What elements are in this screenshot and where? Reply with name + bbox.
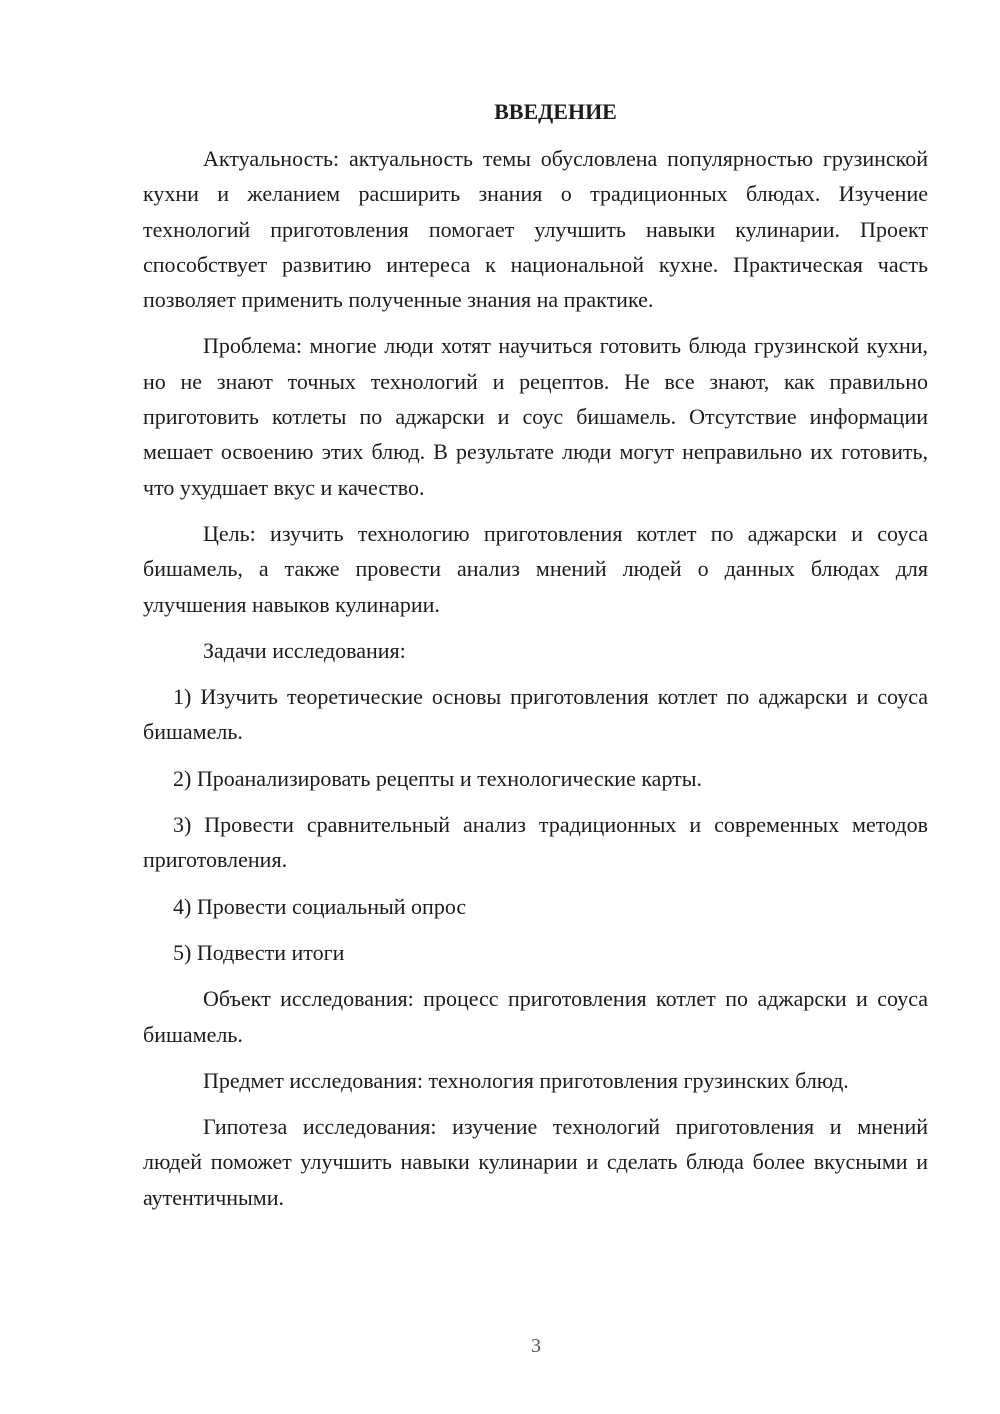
- problem-paragraph: Проблема: многие люди хотят научиться готовить блюда грузинской кухни, но не знают точных технологий и рецептов. Не все знают, как правильно приготовить котлеты по аджарски и соус бишамель. Отсутствие информации мешает освоению этих блюд. В результате люди могут неправильно их готовить, что ухудшает вкус и качество.: [143, 333, 928, 500]
- task-item: 2) Проанализировать рецепты и технологические карты.: [173, 765, 703, 791]
- section-heading: ВВЕДЕНИЕ: [494, 99, 617, 124]
- object-paragraph: Объект исследования: процесс приготовления котлет по аджарски и соуса бишамель.: [143, 986, 928, 1047]
- subject-paragraph: Предмет исследования: технология приготовления грузинских блюд.: [203, 1067, 849, 1093]
- tasks-heading: Задачи исследования:: [203, 637, 406, 663]
- hypothesis-paragraph: Гипотеза исследования: изучение технологий приготовления и мнений людей поможет улучшить навыки кулинарии и сделать блюда более вкусными и аутентичными.: [143, 1114, 928, 1210]
- page-content: [143, 94, 928, 1226]
- relevance-paragraph: Актуальность: актуальность темы обусловлена популярностью грузинской кухни и желанием расширить знания о традиционных блюдах. Изучение технологий приготовления помогает улучшить навыки кулинарии. Проект способствует развитию интереса к национальной кухне. Практическая часть позволяет применить полученные знания на практике.: [143, 146, 928, 313]
- page-number: 3: [531, 1335, 541, 1357]
- task-item: 1) Изучить теоретические основы приготовления котлет по аджарски и соуса бишамель.: [143, 684, 928, 745]
- goal-paragraph: Цель: изучить технологию приготовления котлет по аджарски и соуса бишамель, а также провести анализ мнений людей о данных блюдах для улучшения навыков кулинарии.: [143, 520, 928, 617]
- task-item: 4) Провести социальный опрос: [173, 893, 467, 919]
- task-item: 5) Подвести итоги: [173, 939, 345, 965]
- task-item: 3) Провести сравнительный анализ традиционных и современных методов приготовления.: [143, 812, 928, 873]
